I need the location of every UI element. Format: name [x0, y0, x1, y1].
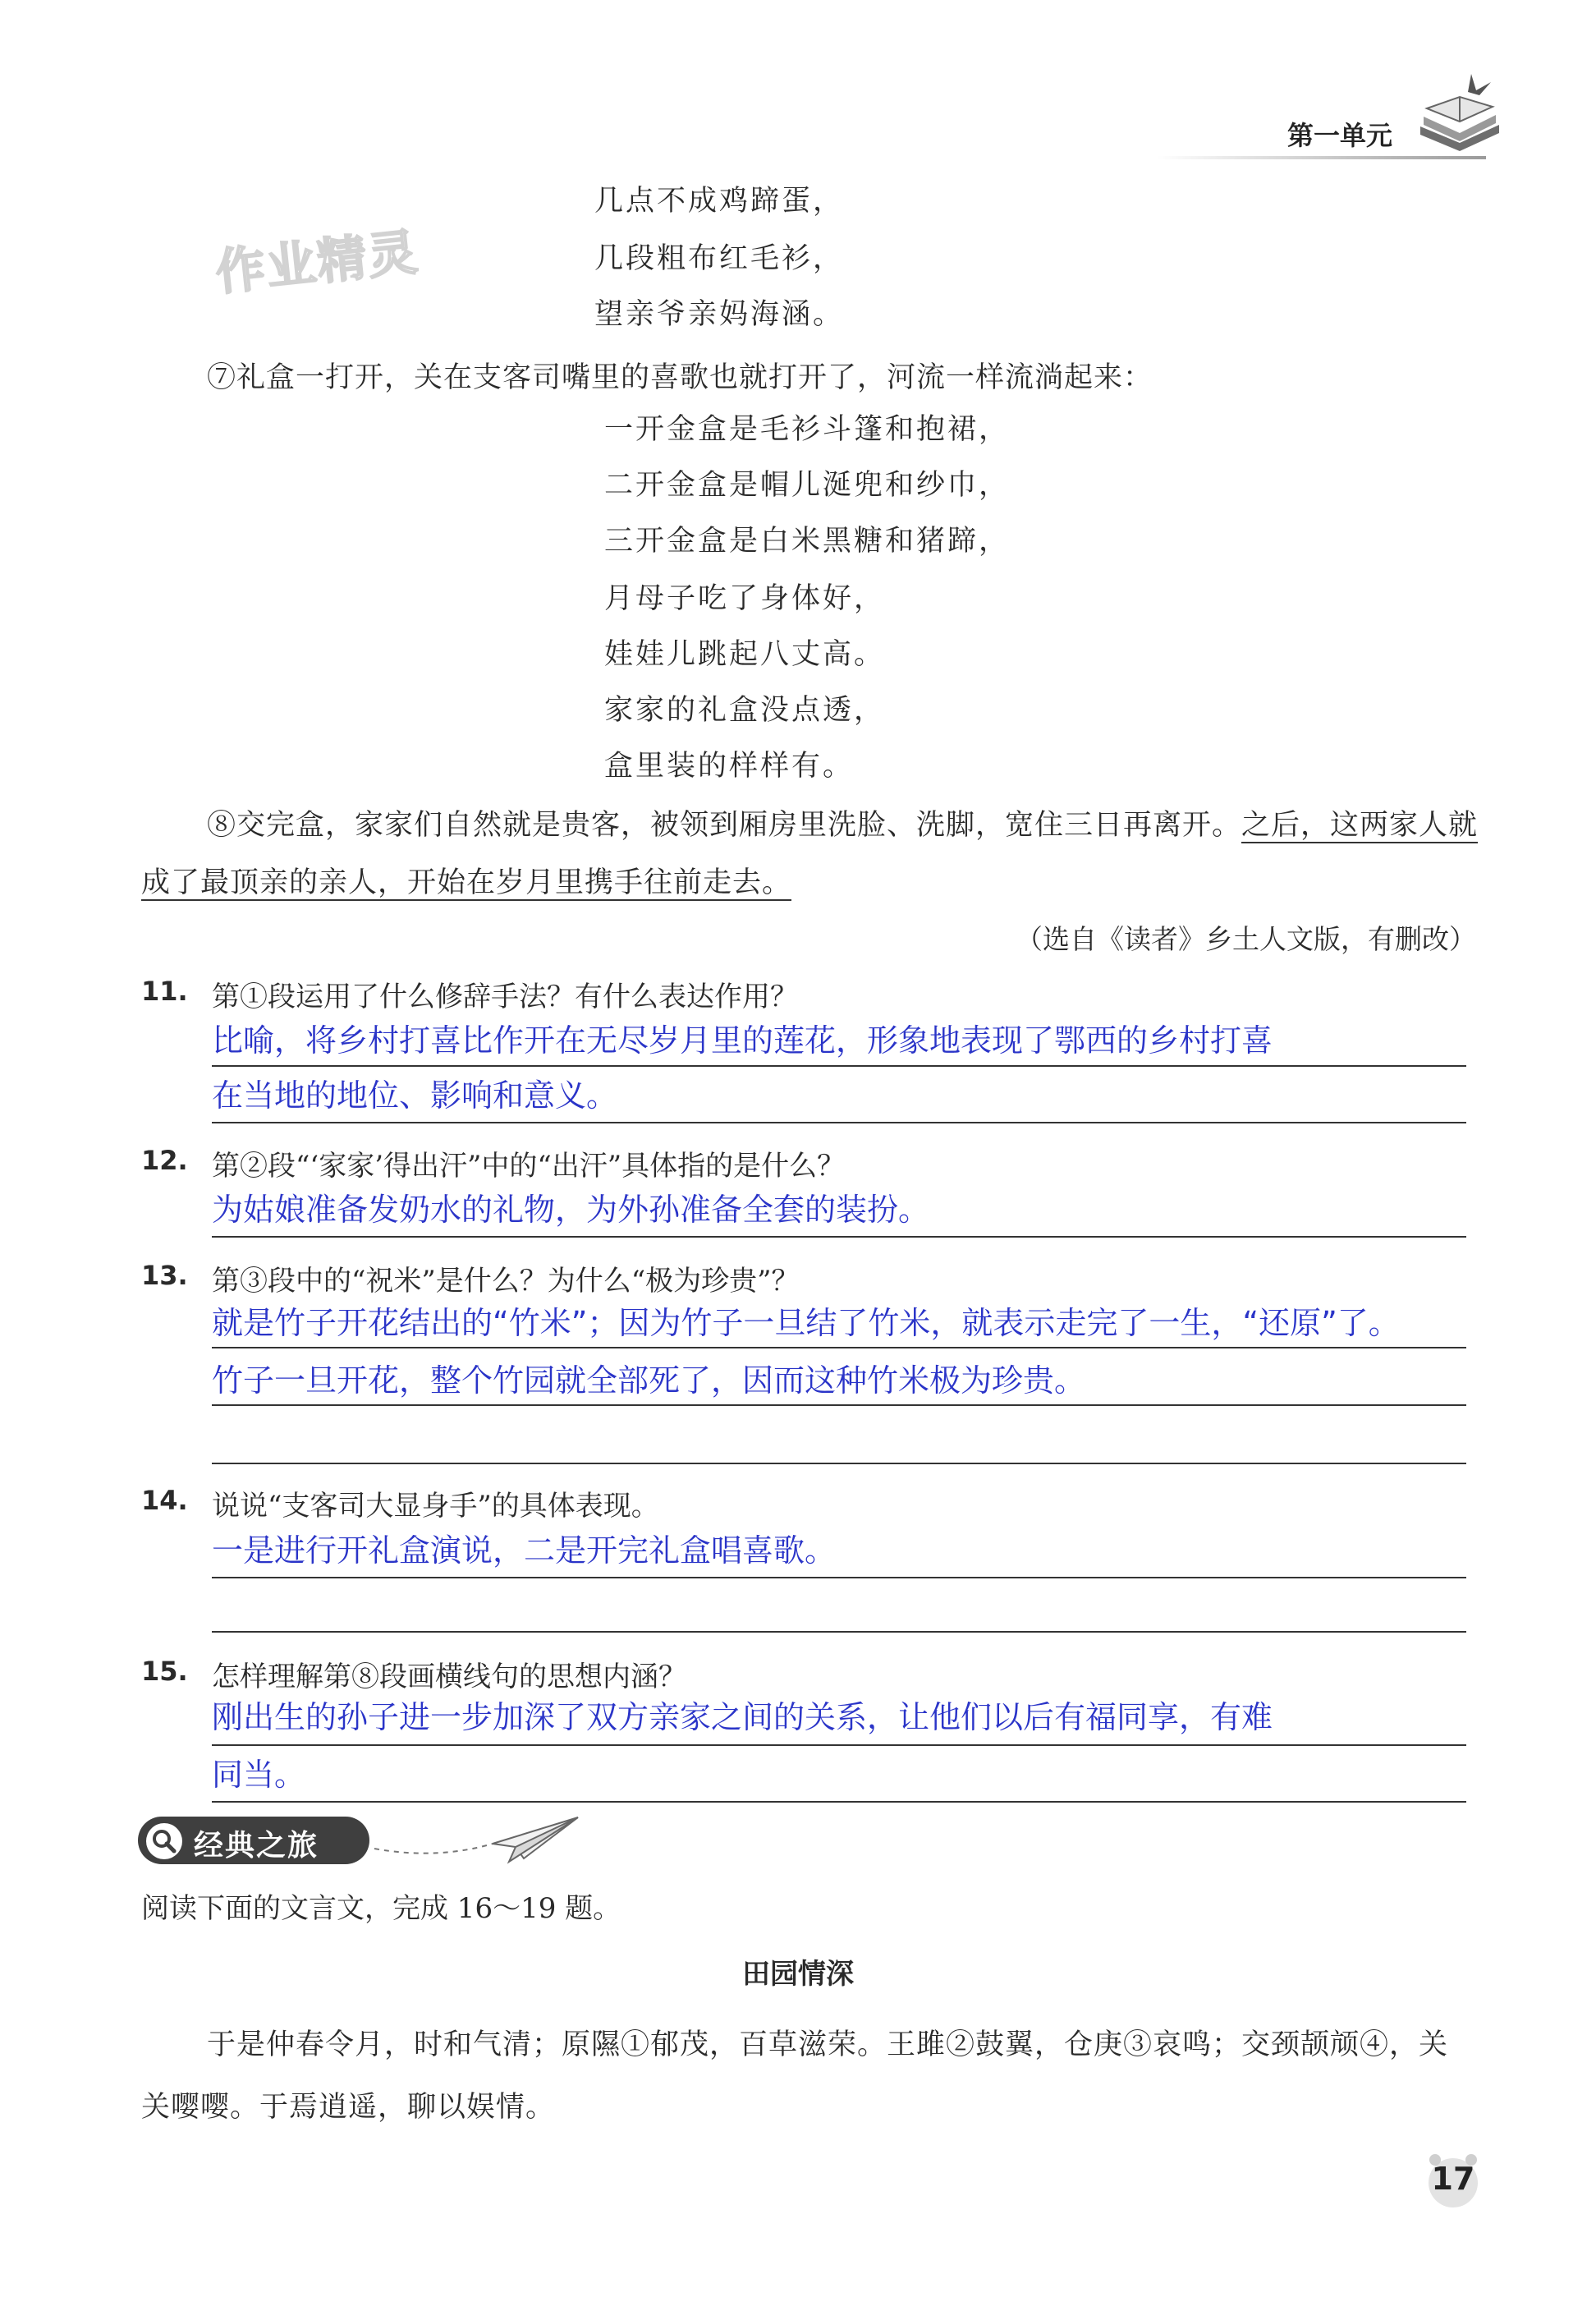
answer-line[interactable]: 竹子一旦开花，整个竹园就全部死了，因而这种竹米极为珍贵。: [212, 1362, 1086, 1399]
paragraph-8: [141, 797, 1488, 912]
answer-rule: [212, 1463, 1466, 1464]
paragraph-8-text: ⑧交完盒，家家们自然就是贵客，被领到厢房里洗脸、洗脚，宽住三日再离开。: [207, 809, 1242, 842]
question-number: 12.: [141, 1145, 188, 1176]
underlined-sentence: 之后，这两家人就成了最顶亲的亲人，开始在岁月里携手往前走去。: [141, 809, 1479, 899]
poem-line: 二开金盒是帽儿涎兜和纱巾，: [604, 469, 1011, 502]
question-number: 11.: [141, 976, 188, 1007]
answer-line[interactable]: 为姑娘准备发奶水的礼物，为外孙准备全套的装扮。: [212, 1192, 930, 1228]
source-citation: （选自《读者》乡土人文版，有删改）: [1016, 923, 1476, 955]
question-number: 14.: [141, 1485, 188, 1516]
poem-line: 一开金盒是毛衫斗篷和抱裙，: [604, 413, 1011, 446]
paper-plane-icon: [369, 1811, 583, 1877]
question-number: 13.: [141, 1260, 188, 1291]
answer-line[interactable]: 在当地的地位、影响和意义。: [212, 1077, 618, 1114]
answer-line[interactable]: 就是竹子开花结出的“竹米”；因为竹子一旦结了竹米，就表示走完了一生，“还原”了。: [212, 1305, 1400, 1341]
unit-label: 第一单元: [1287, 120, 1393, 151]
answer-line[interactable]: 比喻，将乡村打喜比作开在无尽岁月里的莲花，形象地表现了鄂西的乡村打喜: [212, 1022, 1273, 1059]
poem-line: 月母子吃了身体好，: [604, 582, 886, 615]
poem-line: 三开金盒是白米黑糖和猪蹄，: [604, 525, 1011, 558]
instructions: 阅读下面的文言文，完成 16～19 题。: [141, 1892, 621, 1925]
classical-passage: 于是仲春令月，时和气清；原隰①郁茂，百草滋荣。王雎②鼓翼，仓庚③哀鸣；交颈颉颃④，关关嘤嘤。于焉逍遥，聊以娱情。: [141, 2028, 1449, 2124]
poem-line: 家家的礼盒没点透，: [604, 694, 886, 727]
question-number: 15.: [141, 1656, 188, 1687]
poem-line: 娃娃儿跳起八丈高。: [604, 638, 886, 671]
poem-line: 盒里装的样样有。: [604, 750, 855, 783]
question-text: 怎样理解第⑧段画横线句的思想内涵？: [212, 1661, 686, 1693]
poem-line: 望亲爷亲妈海涵。: [594, 298, 845, 331]
question-text: 第①段运用了什么修辞手法？有什么表达作用？: [212, 981, 798, 1013]
question-text: 第③段中的“祝米”是什么？为什么“极为珍贵”？: [212, 1265, 800, 1298]
question-text: 说说“支客司大显身手”的具体表现。: [212, 1490, 659, 1523]
answer-line[interactable]: 同当。: [212, 1757, 306, 1793]
answer-rule: [212, 1801, 1466, 1803]
answer-rule: [212, 1347, 1466, 1348]
answer-rule: [212, 1236, 1466, 1238]
passage-title: 田园情深: [742, 1958, 854, 1991]
book-stack-icon: [1414, 67, 1506, 158]
answer-rule: [212, 1744, 1466, 1746]
watermark-logo: 作业精灵: [213, 223, 422, 302]
section-title: 经典之旅: [194, 1829, 319, 1863]
answer-rule: [212, 1631, 1466, 1633]
paragraph-7: ⑦礼盒一打开，关在支客司嘴里的喜歌也就打开了，河流一样流淌起来：: [207, 361, 1153, 394]
poem-line: 几点不成鸡蹄蛋，: [594, 185, 845, 218]
answer-rule: [212, 1577, 1466, 1578]
page-number: 17: [1431, 2161, 1475, 2197]
magnifier-icon: [144, 1822, 184, 1861]
answer-line[interactable]: 刚出生的孙子进一步加深了双方亲家之间的关系，让他们以后有福同享，有难: [212, 1699, 1273, 1735]
poem-line: 几段粗布红毛衫，: [594, 242, 845, 275]
answer-rule: [212, 1122, 1466, 1123]
question-text: 第②段“‘家家’得出汗”中的“出汗”具体指的是什么？: [212, 1150, 846, 1183]
answer-line[interactable]: 一是进行开礼盒演说，二是开完礼盒唱喜歌。: [212, 1532, 837, 1569]
answer-rule: [212, 1065, 1466, 1067]
answer-rule: [212, 1404, 1466, 1406]
